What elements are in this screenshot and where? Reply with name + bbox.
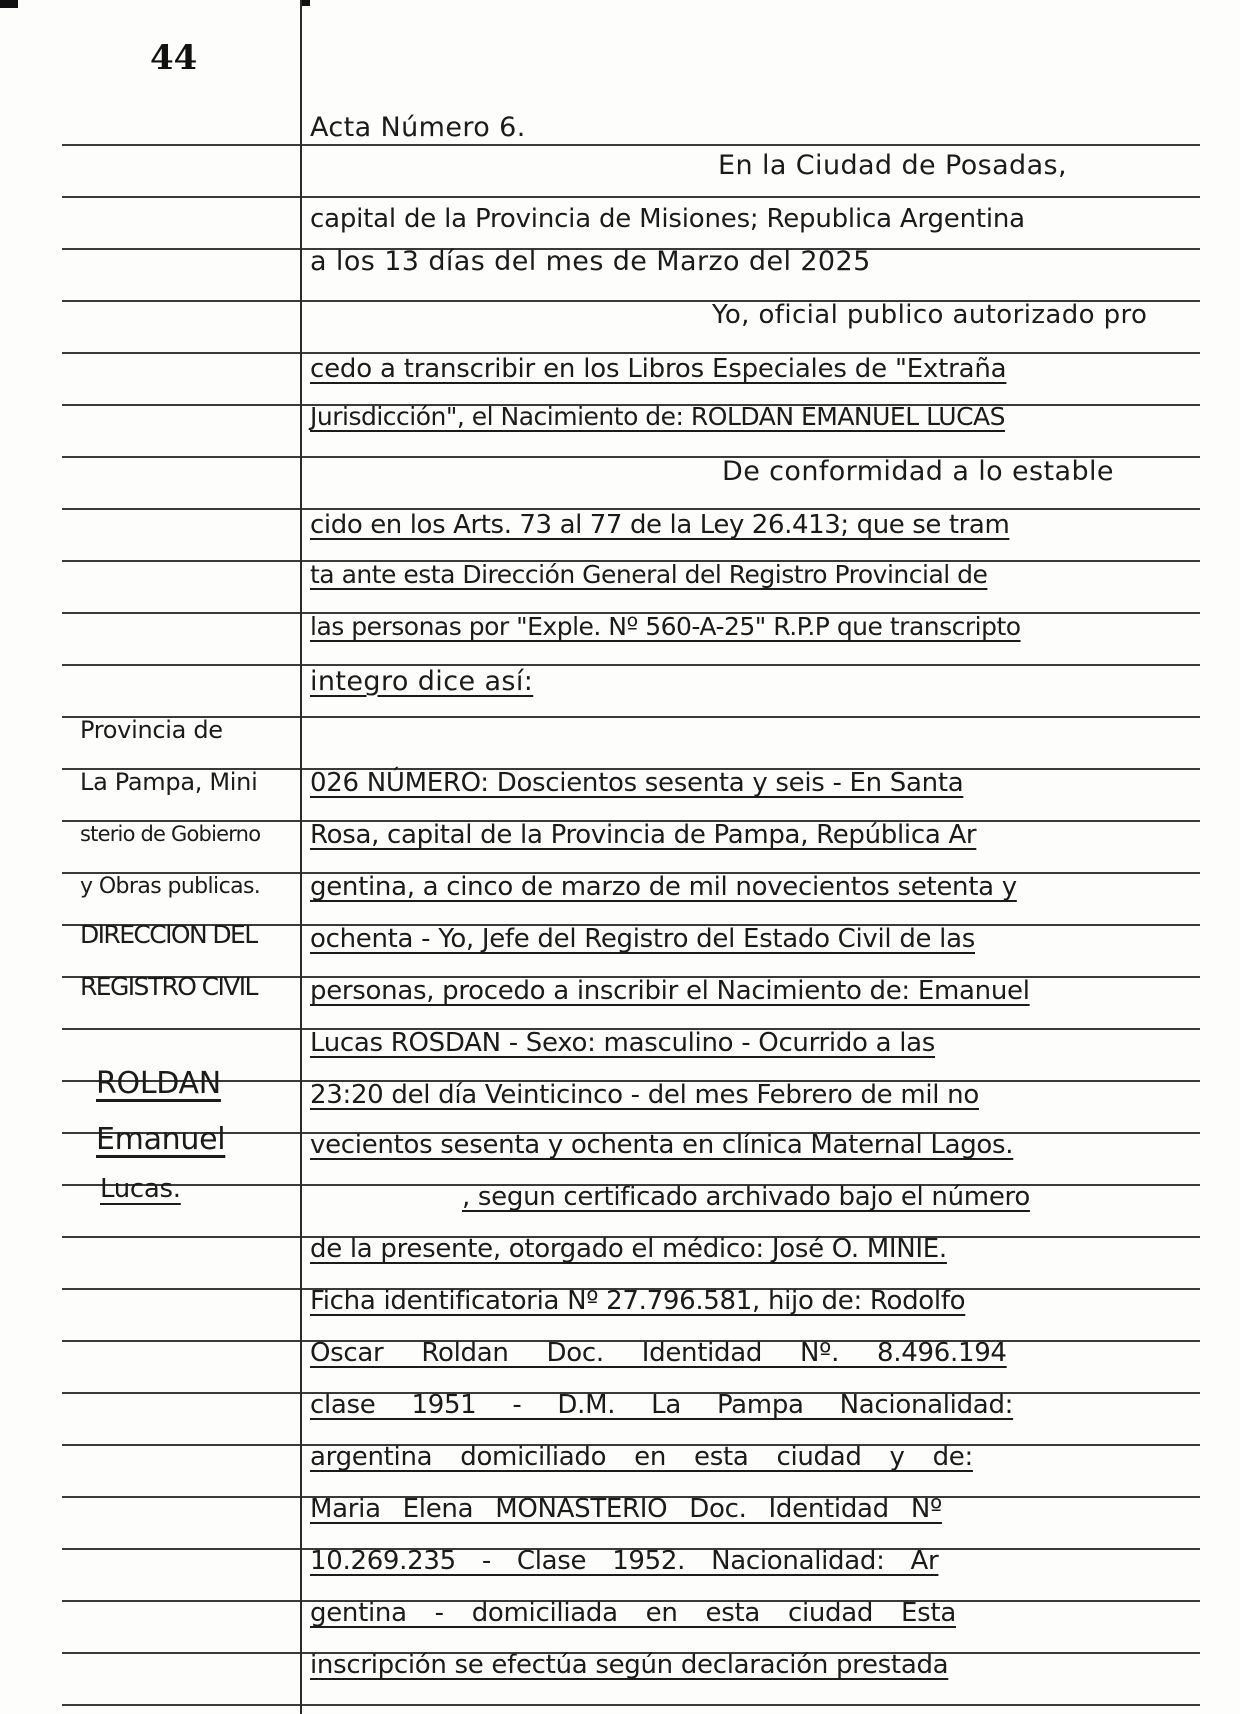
- margin-name-surname: ROLDAN: [96, 1066, 221, 1101]
- text-line: gentina - domiciliada en esta ciudad Esta: [310, 1598, 956, 1628]
- text-line: vecientos sesenta y ochenta en clínica Maternal Lagos.: [310, 1130, 1014, 1160]
- text-line: Lucas ROSDAN - Sexo: masculino - Ocurrido a las: [310, 1028, 936, 1058]
- text-line: En la Ciudad de Posadas,: [718, 150, 1067, 181]
- text-line: Yo, oficial publico autorizado pro: [712, 300, 1148, 330]
- text-line: Jurisdicción", el Nacimiento de: ROLDAN EMANUEL LUCAS: [310, 402, 1006, 431]
- text-line: Acta Número 6.: [310, 112, 526, 143]
- ruled-line: [62, 196, 1200, 198]
- text-line: integro dice así:: [310, 666, 534, 697]
- ruled-line: [62, 1704, 1200, 1706]
- text-line: a los 13 días del mes de Marzo del 2025: [310, 246, 871, 277]
- page-corner-mark: [0, 0, 18, 8]
- margin-note: Provincia de: [80, 716, 223, 744]
- text-line: ochenta - Yo, Jefe del Registro del Estado Civil de las: [310, 924, 975, 954]
- text-line: Ficha identificatoria Nº 27.796.581, hijo de: Rodolfo: [310, 1286, 966, 1316]
- margin-note: REGISTRO CIVIL: [80, 972, 257, 1001]
- text-line: 23:20 del día Veinticinco - del mes Febrero de mil no: [310, 1080, 979, 1110]
- text-line: clase 1951 - D.M. La Pampa Nacionalidad:: [310, 1390, 1014, 1420]
- text-line: , segun certificado archivado bajo el número: [462, 1182, 1030, 1212]
- text-line: las personas por "Exple. Nº 560-A-25" R.P.P que transcripto: [310, 612, 1021, 641]
- text-line: Rosa, capital de la Provincia de Pampa, República Ar: [310, 820, 977, 850]
- text-line: ta ante esta Dirección General del Registro Provincial de: [310, 560, 988, 589]
- page-number: 44: [150, 38, 198, 78]
- margin-name-first: Emanuel: [96, 1122, 226, 1157]
- text-line: 10.269.235 - Clase 1952. Nacionalidad: Ar: [310, 1546, 939, 1576]
- text-line: capital de la Provincia de Misiones; Republica Argentina: [310, 204, 1025, 234]
- text-line: personas, procedo a inscribir el Nacimiento de: Emanuel: [310, 976, 1030, 1006]
- ruled-line: [62, 144, 1200, 146]
- text-line: cedo a transcribir en los Libros Especiales de "Extraña: [310, 354, 1007, 384]
- text-line: argentina domiciliado en esta ciudad y de:: [310, 1442, 973, 1472]
- ruled-line: [62, 664, 1200, 666]
- text-line: Oscar Roldan Doc. Identidad Nº. 8.496.194: [310, 1338, 1007, 1368]
- margin-note: La Pampa, Mini: [80, 768, 258, 796]
- margin-note: DIRECCION DEL: [80, 920, 257, 949]
- text-line: De conformidad a lo estable: [722, 456, 1114, 487]
- margin-note: sterio de Gobierno: [80, 822, 261, 846]
- text-line: 026 NÚMERO: Doscientos sesenta y seis - En Santa: [310, 768, 964, 798]
- margin-line: [300, 0, 302, 1714]
- margin-name-second: Lucas.: [100, 1174, 181, 1204]
- text-line: gentina, a cinco de marzo de mil novecientos setenta y: [310, 872, 1017, 902]
- margin-note: y Obras publicas.: [80, 874, 261, 899]
- text-line: cido en los Arts. 73 al 77 de la Ley 26.413; que se tram: [310, 510, 1010, 540]
- text-line: de la presente, otorgado el médico: José O. MINIE.: [310, 1234, 947, 1264]
- text-line: inscripción se efectúa según declaración prestada: [310, 1650, 949, 1680]
- text-line: Maria Elena MONASTERIO Doc. Identidad Nº: [310, 1494, 942, 1524]
